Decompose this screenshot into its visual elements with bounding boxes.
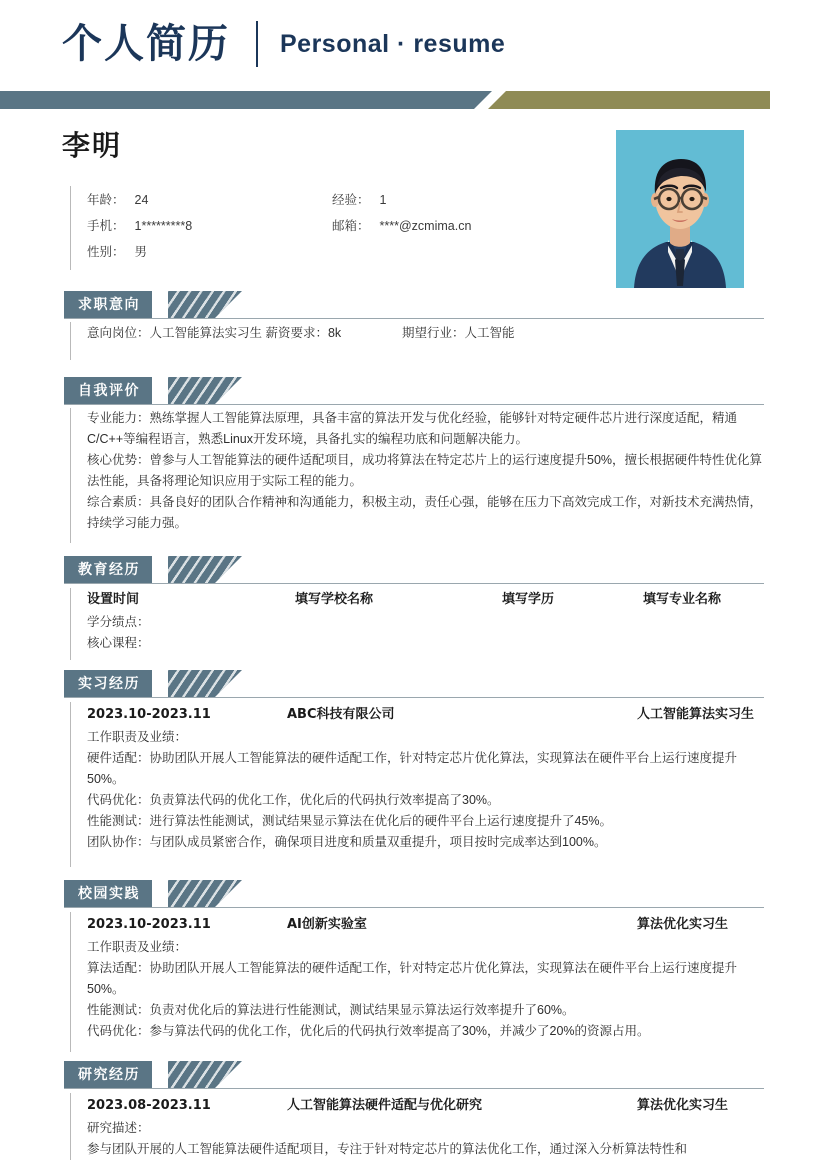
section-stripe-decoration (168, 291, 242, 318)
section-rule (64, 404, 764, 405)
internship-item: 性能测试：进行算法性能测试，测试结果显示算法在优化后的硬件平台上运行速度提升了45%。 (87, 814, 613, 828)
section-rule (64, 697, 764, 698)
applicant-name: 李明 (62, 129, 123, 162)
applicant-name-row (62, 129, 123, 162)
page-title-cn: 个人简历 (62, 21, 230, 67)
personal-info-block (70, 186, 590, 270)
research-header-row (87, 1093, 770, 1118)
info-row (87, 238, 590, 264)
section-stripe-decoration (168, 377, 242, 404)
section-title: 校园实践 (78, 885, 140, 902)
internship-header-row (87, 702, 770, 727)
research-date: 2023.08-2023.11 (87, 1098, 211, 1113)
internship-company: ABC科技有限公司 (287, 707, 395, 722)
section-header-campus-practice (64, 880, 764, 907)
education-col-degree: 填写学历 (502, 592, 555, 607)
section-title-block (64, 291, 152, 318)
info-value: 男 (134, 245, 148, 259)
section-title-block (64, 880, 152, 907)
section-stripe-decoration (168, 1061, 242, 1088)
applicant-photo (616, 130, 744, 288)
section-title-block (64, 556, 152, 583)
education-col-school: 填写学校名称 (295, 592, 374, 607)
section-body-campus-practice (70, 912, 770, 1052)
research-topic: 人工智能算法硬件适配与优化研究 (287, 1098, 483, 1113)
section-body-job-intent (70, 322, 770, 360)
internship-date: 2023.10-2023.11 (87, 707, 211, 722)
info-label: 手机： (87, 219, 125, 233)
info-row (87, 212, 590, 238)
campus-subtitle: 工作职责及业绩： (87, 940, 188, 954)
section-body-research (70, 1093, 770, 1160)
header-banner (0, 91, 820, 109)
section-header-job-intent (64, 291, 764, 318)
info-field-experience (332, 190, 587, 208)
info-value: 1*********8 (134, 219, 193, 233)
info-row (87, 186, 590, 212)
info-value: 1 (379, 193, 387, 207)
section-title: 自我评价 (78, 382, 140, 399)
internship-item: 团队协作：与团队成员紧密合作，确保项目进度和质量双重提升，项目按时完成率达到100%。 (87, 835, 607, 849)
evaluation-paragraph: 综合素质：具备良好的团队合作精神和沟通能力，积极主动，责任心强，能够在压力下高效完成工作，对新技术充满热情，持续学习能力强。 (87, 495, 763, 530)
section-title-block (64, 670, 152, 697)
internship-item: 代码优化：负责算法代码的优化工作，优化后的代码执行效率提高了30%。 (87, 793, 500, 807)
document-title-bar (0, 0, 820, 88)
section-header-internship (64, 670, 764, 697)
info-value: ****@zcmima.cn (379, 219, 472, 233)
internship-item: 硬件适配：协助团队开展人工智能算法的硬件适配工作，针对特定芯片优化算法，实现算法在硬件平台上运行速度提升50%。 (87, 751, 738, 786)
info-label: 经验： (332, 193, 370, 207)
education-gpa: 学分绩点： (87, 615, 150, 629)
info-field-gender (87, 242, 332, 260)
research-subtitle: 研究描述： (87, 1121, 150, 1135)
section-stripe-decoration (168, 670, 242, 697)
page-title-en: Personal · resume (280, 29, 506, 58)
education-col-major: 填写专业名称 (643, 592, 722, 607)
campus-organization: AI创新实验室 (287, 917, 367, 932)
evaluation-paragraph: 专业能力：熟练掌握人工智能算法原理，具备丰富的算法开发与优化经验，能够针对特定硬件芯片进行深度适配，精通C/C++等编程语言，熟悉Linux开发环境，具备扎实的编程功底和问题解决能力。 (87, 411, 738, 446)
info-field-email (332, 216, 587, 234)
section-body-education (70, 588, 770, 660)
info-label: 性别： (87, 245, 125, 259)
section-stripe-decoration (168, 556, 242, 583)
section-title-block (64, 1061, 152, 1088)
internship-subtitle: 工作职责及业绩： (87, 730, 188, 744)
evaluation-paragraph: 核心优势：曾参与人工智能算法的硬件适配项目，成功将算法在特定芯片上的运行速度提升50%，擅长根据硬件特性优化算法性能，具备将理论知识应用于实际工程的能力。 (87, 453, 763, 488)
section-rule (64, 1088, 764, 1089)
section-title: 求职意向 (78, 296, 140, 313)
section-body-self-evaluation (70, 408, 770, 543)
section-header-education (64, 556, 764, 583)
info-value: 24 (134, 193, 149, 207)
education-courses: 核心课程： (87, 636, 150, 650)
section-title: 实习经历 (78, 675, 140, 692)
title-divider (256, 21, 258, 67)
info-field-phone (87, 216, 332, 234)
section-header-research (64, 1061, 764, 1088)
section-rule (64, 318, 764, 319)
section-rule (64, 583, 764, 584)
section-title-block (64, 377, 152, 404)
section-header-self-evaluation (64, 377, 764, 404)
job-intent-industry: 期望行业：人工智能 (402, 326, 515, 340)
banner-gold-bar (488, 91, 770, 109)
job-intent-row (87, 322, 770, 344)
section-body-internship (70, 702, 770, 867)
info-label: 邮箱： (332, 219, 370, 233)
portrait-illustration (616, 130, 744, 288)
section-stripe-decoration (168, 880, 242, 907)
info-label: 年龄： (87, 193, 125, 207)
research-role: 算法优化实习生 (637, 1098, 729, 1113)
campus-item: 性能测试：负责对优化后的算法进行性能测试，测试结果显示算法运行效率提升了60%。 (87, 1003, 575, 1017)
campus-date: 2023.10-2023.11 (87, 917, 211, 932)
job-intent-position: 意向岗位：人工智能算法实习生 薪资要求：8k (87, 326, 342, 340)
campus-item: 代码优化：参与算法代码的优化工作，优化后的代码执行效率提高了30%，并减少了20%的资源占用。 (87, 1024, 650, 1038)
section-title: 教育经历 (78, 561, 140, 578)
internship-role: 人工智能算法实习生 (637, 707, 755, 722)
campus-role: 算法优化实习生 (637, 917, 729, 932)
education-col-time: 设置时间 (87, 592, 140, 607)
section-title: 研究经历 (78, 1066, 140, 1083)
campus-item: 算法适配：协助团队开展人工智能算法的硬件适配工作，针对特定芯片优化算法，实现算法在硬件平台上运行速度提升50%。 (87, 961, 738, 996)
banner-teal-bar (0, 91, 492, 109)
research-item: 参与团队开展的人工智能算法硬件适配项目，专注于针对特定芯片的算法优化工作，通过深入分析算法特性和 (87, 1142, 688, 1156)
education-header-row (87, 588, 770, 612)
info-field-age (87, 190, 332, 208)
section-rule (64, 907, 764, 908)
campus-header-row (87, 912, 770, 937)
